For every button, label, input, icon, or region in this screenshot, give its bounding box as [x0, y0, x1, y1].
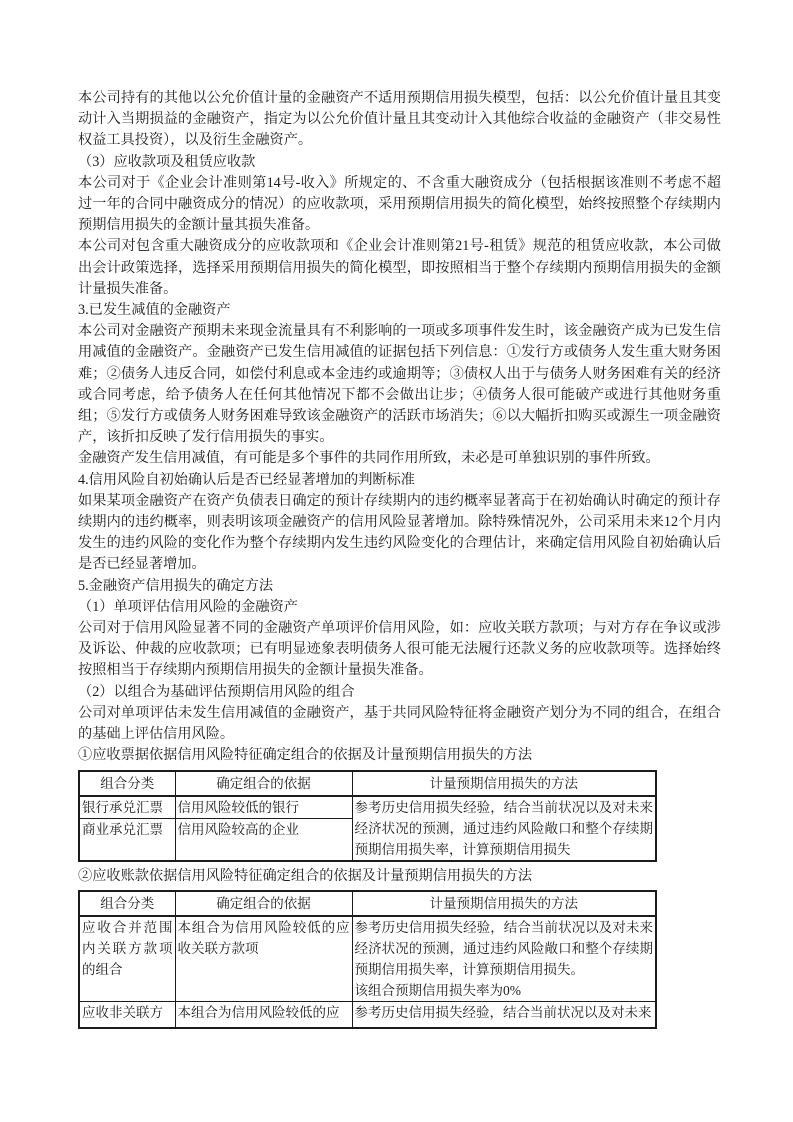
- page-content: [78, 88, 721, 1033]
- subsection-heading: （1）单项评估信用风险的金融资产: [78, 598, 298, 615]
- paragraph: 本公司持有的其他以公允价值计量的金融资产不适用预期信用损失模型，包括：以公允价值计量且其变动计入当期损益的金融资产，指定为以公允价值计量且其变动计入其他综合收益的金融资产（非交易性权益工具投资），以及衍生金融资产。: [78, 90, 721, 149]
- header-cell-category: 组合分类: [79, 771, 175, 796]
- cell-method-merged: 参考历史信用损失经验，结合当前状况以及对未来经济状况的预测，通过违约风险敞口和整个存续期预期信用损失率，计算预期信用损失: [352, 796, 656, 861]
- section-heading: 3.已发生减值的金融资产: [78, 302, 231, 319]
- table-row: [79, 916, 656, 1002]
- cell-category: 应收合并范围内关联方款项的组合: [79, 916, 175, 1002]
- cell-method: [352, 1001, 656, 1028]
- paragraph: 本公司对包含重大融资成分的应收款项和《企业会计准则第21号-租赁》规范的租赁应收款，本公司做出会计政策选择，选择采用预期信用损失的简化模型，即按照相当于整个存续期内预期信用损失的金额计量损失准备。: [78, 238, 721, 297]
- cell-basis: 信用风险较高的企业: [175, 818, 352, 861]
- paragraph: 公司对于信用风险显著不同的金融资产单项评价信用风险，如：应收关联方款项；与对方存在争议或涉及诉讼、仲裁的应收款项；已有明显迹象表明债务人很可能无法履行还款义务的应收款项等。选择始终按照相当于存续期内预期信用损失的金额计量损失准备。: [78, 620, 721, 679]
- cell-basis: 信用风险较低的银行: [175, 796, 352, 819]
- cell-method: [352, 916, 656, 1002]
- paragraph: 如果某项金融资产在资产负债表日确定的预计存续期内的违约概率显著高于在初始确认时确定的预计存续期内的违约概率，则表明该项金融资产的信用风险显著增加。除特殊情况外，公司采用未来12个月内发生的违约风险的变化作为整个存续期内发生违约风险变化的合理估计，来确定信用风险自初始确认后是否已经显著增加。: [78, 492, 721, 573]
- section-heading: 4.信用风险自初始确认后是否已经显著增加的判断标准: [78, 471, 415, 488]
- method-loss-rate-note: 该组合预期信用损失率为0%: [354, 982, 521, 998]
- paragraph: 公司对单项评估未发生信用减值的金融资产，基于共同风险特征将金融资产划分为不同的组合，在组合的基础上评估信用风险。: [78, 704, 721, 743]
- method-text: 参考历史信用损失经验，结合当前状况以及对未来经济状况的预测，通过违约风险敞口和整个存续期预期信用损失率，计算预期信用损失。: [354, 919, 653, 977]
- truncated-text: 本组合为信用风险较低的应: [177, 1004, 340, 1020]
- header-cell-category: 组合分类: [79, 891, 175, 916]
- paragraph: 金融资产发生信用减值，有可能是多个事件的共同作用所致，未必是可单独识别的事件所致。: [78, 450, 660, 467]
- table-row-truncated: [79, 1001, 656, 1028]
- truncated-text: 参考历史信用损失经验，结合当前状况以及对未来: [354, 1004, 652, 1020]
- table-header-row: [79, 891, 656, 916]
- truncated-text: 应收非关联方: [82, 1004, 163, 1020]
- header-cell-basis: 确定组合的依据: [175, 771, 352, 796]
- notes-receivable-portfolio-table: [78, 770, 657, 862]
- table-caption: ①应收票据依据信用风险特征确定组合的依据及计量预期信用损失的方法: [78, 747, 533, 764]
- subsection-heading: （2）以组合为基础评估预期信用风险的组合: [78, 683, 355, 700]
- table-caption: ②应收账款依据信用风险特征确定组合的依据及计量预期信用损失的方法: [78, 867, 533, 884]
- header-cell-method: 计量预期信用损失的方法: [352, 891, 656, 916]
- header-cell-method: 计量预期信用损失的方法: [352, 771, 656, 796]
- cell-basis: 本组合为信用风险较低的应收关联方款项: [175, 916, 352, 1002]
- table-row: [79, 796, 656, 819]
- cell-category: 银行承兑汇票: [79, 796, 175, 819]
- table-header-row: [79, 771, 656, 796]
- cell-category: [79, 1001, 175, 1028]
- accounts-receivable-portfolio-table: [78, 890, 657, 1029]
- header-cell-basis: 确定组合的依据: [175, 891, 352, 916]
- subsection-heading: （3）应收款项及租赁应收款: [78, 153, 256, 170]
- cell-category: 商业承兑汇票: [79, 818, 175, 861]
- section-heading: 5.金融资产信用损失的确定方法: [78, 577, 274, 594]
- cell-basis: [175, 1001, 352, 1028]
- paragraph: 本公司对金融资产预期未来现金流量具有不利影响的一项或多项事件发生时，该金融资产成为已发生信用减值的金融资产。金融资产已发生信用减值的证据包括下列信息：①发行方或债务人发生重大财务困难；②债务人违反合同，如偿付利息或本金违约或逾期等；③债权人出于与债务人财务困难有关的经济或合同考虑，给予债务人在任何其他情况下都不会做出让步；④债务人很可能破产或进行其他财务重组；⑤发行方或债务人财务困难导致该金融资产的活跃市场消失；⑥以大幅折扣购买或源生一项金融资产，该折扣反映了发行信用损失的事实。: [78, 323, 721, 446]
- paragraph: 本公司对于《企业会计准则第14号-收入》所规定的、不含重大融资成分（包括根据该准则不考虑不超过一年的合同中融资成分的情况）的应收款项，采用预期信用损失的简化模型，始终按照整个存续期内预期信用损失的金额计量其损失准备。: [78, 174, 721, 234]
